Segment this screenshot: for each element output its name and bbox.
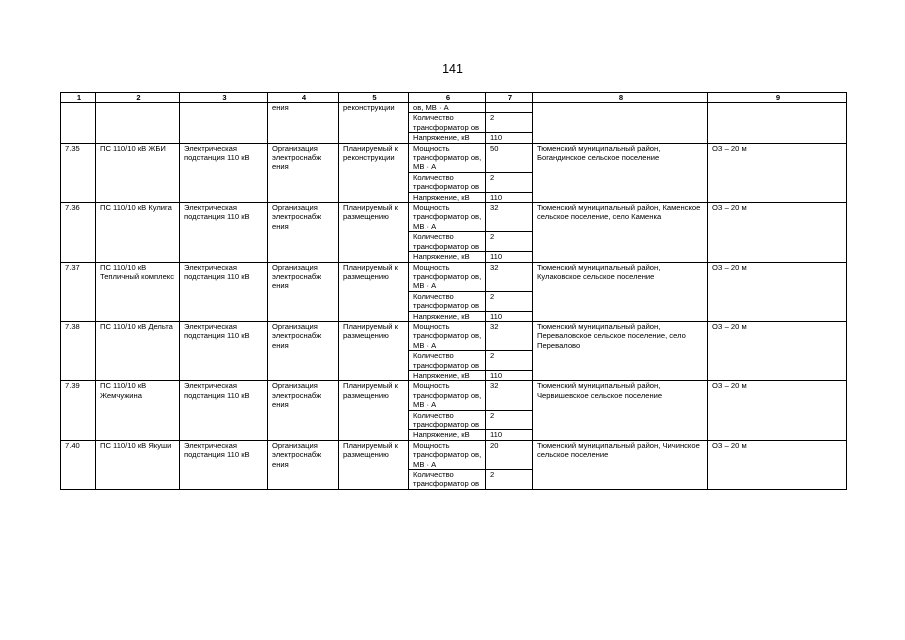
table-row bbox=[61, 143, 847, 172]
cell-param-name: Мощность трансформатор ов, МВ · А bbox=[409, 203, 486, 232]
col-header: 5 bbox=[339, 93, 409, 103]
cell-param-name: Напряжение, кВ bbox=[409, 252, 486, 262]
header-row bbox=[61, 93, 847, 103]
cell-param-value: 2 bbox=[486, 172, 533, 192]
cell-param-name: Напряжение, кВ bbox=[409, 430, 486, 440]
cell-param-name: Мощность трансформатор ов, МВ · А bbox=[409, 440, 486, 469]
cell-location: Тюменский муниципальный район, Чичинское сельское поселение bbox=[533, 440, 708, 489]
cell-location: Тюменский муниципальный район, Богандинское сельское поселение bbox=[533, 143, 708, 202]
cell-param-name: ов, МВ · А bbox=[409, 103, 486, 113]
cell-type: Электрическая подстанция 110 кВ bbox=[180, 203, 268, 262]
cell-status: Планируемый к размещению bbox=[339, 381, 409, 440]
cell-num: 7.36 bbox=[61, 203, 96, 262]
cell-status: реконструкции bbox=[339, 103, 409, 144]
cell-param-name: Напряжение, кВ bbox=[409, 192, 486, 202]
cell-zone: ОЗ – 20 м bbox=[708, 381, 847, 440]
cell-type: Электрическая подстанция 110 кВ bbox=[180, 440, 268, 489]
cell-zone: ОЗ – 20 м bbox=[708, 143, 847, 202]
page-number: 141 bbox=[442, 62, 463, 76]
cell-param-name: Мощность трансформатор ов, МВ · А bbox=[409, 381, 486, 410]
cell-param-value: 50 bbox=[486, 143, 533, 172]
cell-type: Электрическая подстанция 110 кВ bbox=[180, 321, 268, 380]
cell-object: ПС 110/10 кВ Жемчужина bbox=[96, 381, 180, 440]
cell-location: Тюменский муниципальный район, Кулаковское сельское поселение bbox=[533, 262, 708, 321]
cell-type bbox=[180, 103, 268, 144]
cell-param-name: Мощность трансформатор ов, МВ · А bbox=[409, 321, 486, 350]
cell-param-value: 2 bbox=[486, 410, 533, 430]
cell-param-name: Мощность трансформатор ов, МВ · А bbox=[409, 143, 486, 172]
cell-param-value: 110 bbox=[486, 192, 533, 202]
cell-purpose: Организация электроснабж ения bbox=[268, 203, 339, 262]
cell-object: ПС 110/10 кВ Тепличный комплекс bbox=[96, 262, 180, 321]
cell-status: Планируемый к реконструкции bbox=[339, 143, 409, 202]
col-header: 4 bbox=[268, 93, 339, 103]
cell-status: Планируемый к размещению bbox=[339, 262, 409, 321]
cell-purpose: Организация электроснабж ения bbox=[268, 262, 339, 321]
cell-param-name: Количество трансформатор ов bbox=[409, 172, 486, 192]
cell-param-name: Количество трансформатор ов bbox=[409, 113, 486, 133]
cell-type: Электрическая подстанция 110 кВ bbox=[180, 262, 268, 321]
table-row bbox=[61, 440, 847, 469]
cell-param-value bbox=[486, 103, 533, 113]
cell-param-value: 110 bbox=[486, 430, 533, 440]
cell-param-value: 32 bbox=[486, 203, 533, 232]
cell-param-value: 2 bbox=[486, 113, 533, 133]
table-row bbox=[61, 262, 847, 291]
cell-param-name: Напряжение, кВ bbox=[409, 370, 486, 380]
col-header: 8 bbox=[533, 93, 708, 103]
cell-param-value: 2 bbox=[486, 351, 533, 371]
cell-param-name: Количество трансформатор ов bbox=[409, 410, 486, 430]
col-header: 2 bbox=[96, 93, 180, 103]
cell-object: ПС 110/10 кВ ЖБИ bbox=[96, 143, 180, 202]
col-header: 7 bbox=[486, 93, 533, 103]
cell-purpose: Организация электроснабж ения bbox=[268, 321, 339, 380]
cell-param-name: Количество трансформатор ов bbox=[409, 470, 486, 490]
cell-param-value: 110 bbox=[486, 252, 533, 262]
cell-num: 7.38 bbox=[61, 321, 96, 380]
cell-num: 7.40 bbox=[61, 440, 96, 489]
cell-num: 7.35 bbox=[61, 143, 96, 202]
cell-purpose: Организация электроснабж ения bbox=[268, 440, 339, 489]
col-header: 1 bbox=[61, 93, 96, 103]
cell-param-name: Количество трансформатор ов bbox=[409, 232, 486, 252]
cell-object bbox=[96, 103, 180, 144]
cell-object: ПС 110/10 кВ Якуши bbox=[96, 440, 180, 489]
cell-zone: ОЗ – 20 м bbox=[708, 321, 847, 380]
cell-param-value: 110 bbox=[486, 311, 533, 321]
cell-param-name: Количество трансформатор ов bbox=[409, 351, 486, 371]
cell-location: Тюменский муниципальный район, Червишевское сельское поселение bbox=[533, 381, 708, 440]
cell-param-value: 2 bbox=[486, 291, 533, 311]
table-row bbox=[61, 203, 847, 232]
cell-num bbox=[61, 103, 96, 144]
cell-param-name: Количество трансформатор ов bbox=[409, 291, 486, 311]
cell-param-value: 32 bbox=[486, 321, 533, 350]
col-header: 3 bbox=[180, 93, 268, 103]
cell-param-value: 32 bbox=[486, 262, 533, 291]
col-header: 9 bbox=[708, 93, 847, 103]
cell-param-name: Напряжение, кВ bbox=[409, 133, 486, 143]
cell-param-value: 32 bbox=[486, 381, 533, 410]
cell-zone: ОЗ – 20 м bbox=[708, 440, 847, 489]
cell-type: Электрическая подстанция 110 кВ bbox=[180, 143, 268, 202]
cell-object: ПС 110/10 кВ Дельта bbox=[96, 321, 180, 380]
col-header: 6 bbox=[409, 93, 486, 103]
cell-zone: ОЗ – 20 м bbox=[708, 262, 847, 321]
cell-param-value: 2 bbox=[486, 470, 533, 490]
cell-location: Тюменский муниципальный район, Каменское сельское поселение, село Каменка bbox=[533, 203, 708, 262]
objects-table bbox=[60, 92, 847, 490]
cell-num: 7.37 bbox=[61, 262, 96, 321]
cell-param-name: Напряжение, кВ bbox=[409, 311, 486, 321]
table-row bbox=[61, 321, 847, 350]
cell-param-value: 110 bbox=[486, 133, 533, 143]
table-row bbox=[61, 381, 847, 410]
cell-location: Тюменский муниципальный район, Переваловское сельское поселение, село Перевалово bbox=[533, 321, 708, 380]
cell-purpose: ения bbox=[268, 103, 339, 144]
cell-param-name: Мощность трансформатор ов, МВ · А bbox=[409, 262, 486, 291]
cell-zone: ОЗ – 20 м bbox=[708, 203, 847, 262]
cell-purpose: Организация электроснабж ения bbox=[268, 381, 339, 440]
cell-num: 7.39 bbox=[61, 381, 96, 440]
cell-location bbox=[533, 103, 708, 144]
cell-zone bbox=[708, 103, 847, 144]
cell-status: Планируемый к размещению bbox=[339, 321, 409, 380]
cell-type: Электрическая подстанция 110 кВ bbox=[180, 381, 268, 440]
cell-status: Планируемый к размещению bbox=[339, 440, 409, 489]
cell-status: Планируемый к размещению bbox=[339, 203, 409, 262]
cell-param-value: 2 bbox=[486, 232, 533, 252]
table-row bbox=[61, 103, 847, 113]
cell-param-value: 20 bbox=[486, 440, 533, 469]
cell-param-value: 110 bbox=[486, 370, 533, 380]
cell-purpose: Организация электроснабж ения bbox=[268, 143, 339, 202]
cell-object: ПС 110/10 кВ Кулига bbox=[96, 203, 180, 262]
